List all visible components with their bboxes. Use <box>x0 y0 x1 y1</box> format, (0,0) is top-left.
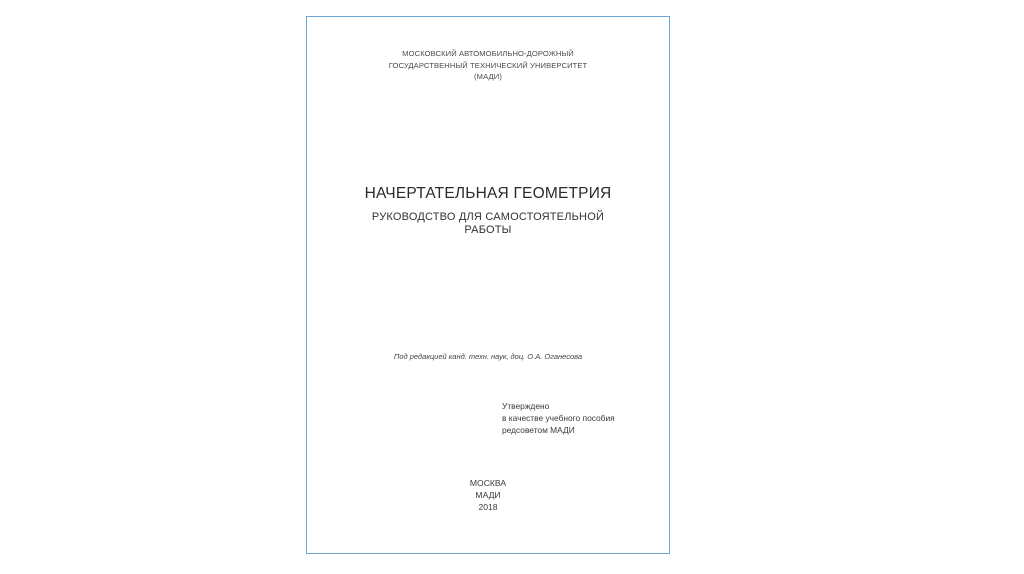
document-title: НАЧЕРТАТЕЛЬНАЯ ГЕОМЕТРИЯ <box>364 185 612 202</box>
imprint-publisher: МАДИ <box>475 490 501 501</box>
subtitle-line-1: РУКОВОДСТВО ДЛЯ САМОСТОЯТЕЛЬНОЙ <box>371 211 605 223</box>
university-name <box>307 48 669 83</box>
imprint-year: 2018 <box>478 502 498 513</box>
title-page <box>306 16 670 554</box>
approval-line-2: в качестве учебного пособия <box>502 413 615 424</box>
imprint-city: МОСКВА <box>469 478 507 488</box>
document-subtitle <box>307 211 669 237</box>
university-line-2: ГОСУДАРСТВЕННЫЙ ТЕХНИЧЕСКИЙ УНИВЕРСИТЕТ <box>388 60 588 70</box>
editor-credit: Под редакцией канд. техн. наук, доц. О.А. Оганесова <box>393 352 583 361</box>
approval-note <box>502 400 615 437</box>
university-line-3: (МАДИ) <box>474 72 502 81</box>
university-line-1: МОСКОВСКИЙ АВТОМОБИЛЬНО-ДОРОЖНЫЙ <box>402 49 574 58</box>
approval-line-1: Утверждено <box>502 401 550 411</box>
approval-line-3: редсоветом МАДИ <box>502 425 575 436</box>
subtitle-line-2: РАБОТЫ <box>464 224 512 236</box>
imprint <box>307 477 669 514</box>
